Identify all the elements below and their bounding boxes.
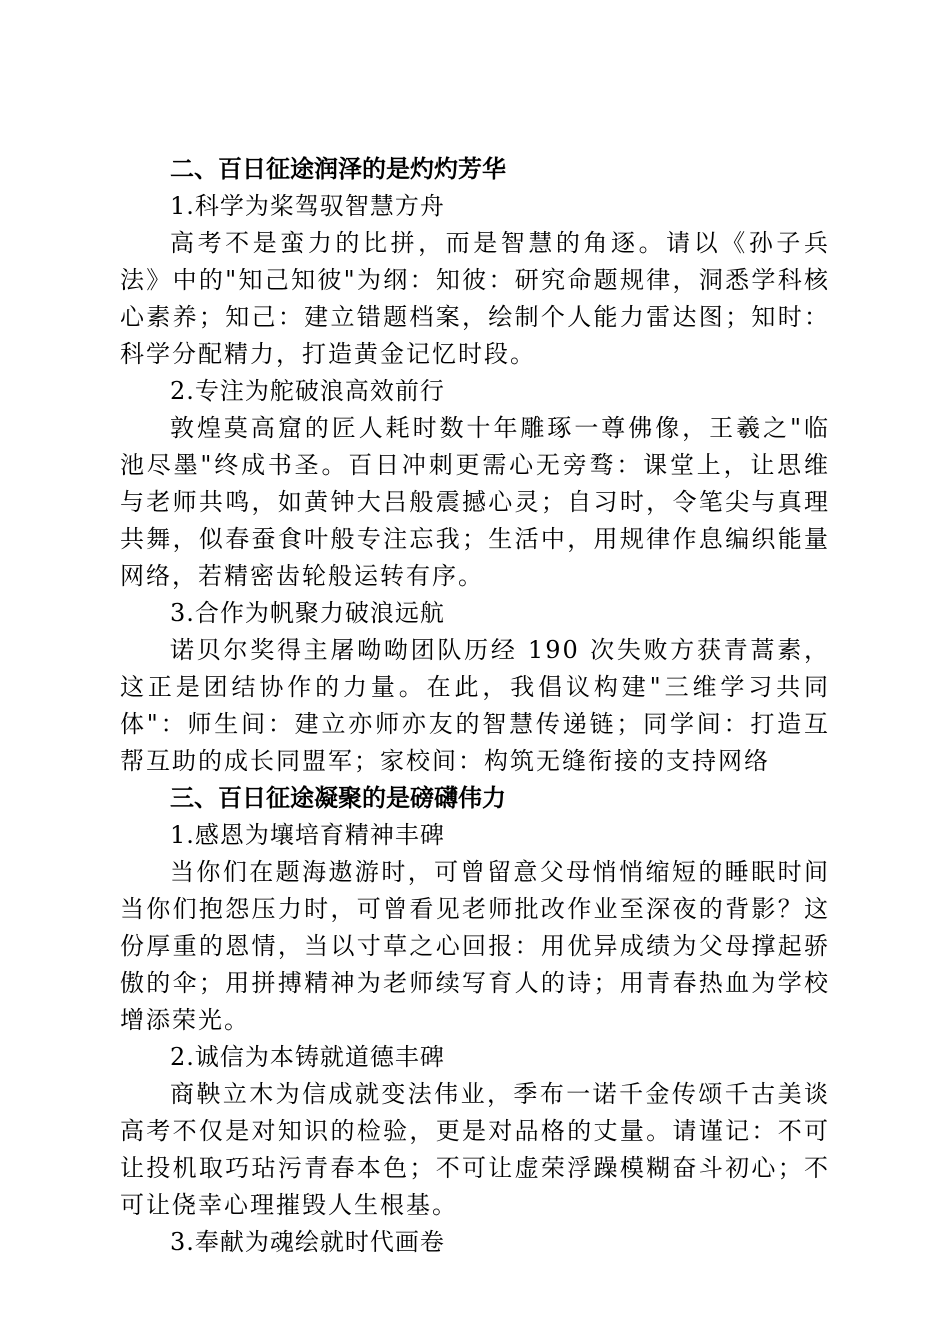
paragraph: 商鞅立木为信成就变法伟业，季布一诺千金传颂千古美谈高考不仅是对知识的检验，更是对品格的丈量。请谨记：不可让投机取巧玷污青春本色；不可让虚荣浮躁模糊奋斗初心；不可让侥幸心理摧毁人生根基。 xyxy=(120,1080,830,1219)
subsection-heading: 2.专注为舵破浪高效前行 xyxy=(170,377,445,405)
subsection-heading: 1.科学为桨驾驭智慧方舟 xyxy=(170,192,445,220)
section-title: 三、百日征途凝聚的是磅礴伟力 xyxy=(170,784,506,812)
subsection-heading: 1.感恩为壤培育精神丰碑 xyxy=(170,821,445,849)
document-body xyxy=(120,151,830,1261)
subsection-heading: 3.奉献为魂绘就时代画卷 xyxy=(170,1228,445,1256)
paragraph: 敦煌莫高窟的匠人耗时数十年雕琢一尊佛像，王羲之"临池尽墨"终成书圣。百日冲刺更需心无旁骛：课堂上，让思维与老师共鸣，如黄钟大吕般震撼心灵；自习时，令笔尖与真理共舞，似春蚕食叶般专注忘我；生活中，用规律作息编织能量网络，若精密齿轮般运转有序。 xyxy=(120,414,830,590)
subsection-heading: 3.合作为帆聚力破浪远航 xyxy=(170,599,445,627)
section-title: 二、百日征途润泽的是灼灼芳华 xyxy=(170,155,506,183)
subsection-heading: 2.诚信为本铸就道德丰碑 xyxy=(170,1043,445,1071)
paragraph: 当你们在题海遨游时，可曾留意父母悄悄缩短的睡眠时间当你们抱怨压力时，可曾看见老师批改作业至深夜的背影？这份厚重的恩情，当以寸草之心回报：用优异成绩为父母撑起骄傲的伞；用拼搏精神为老师续写育人的诗；用青春热血为学校增添荣光。 xyxy=(120,858,830,1034)
paragraph: 诺贝尔奖得主屠呦呦团队历经 190 次失败方获青蒿素，这正是团结协作的力量。在此，我倡议构建"三维学习共同体"：师生间：建立亦师亦友的智慧传递链；同学间：打造互帮互助的成长同盟军；家校间：构筑无缝衔接的支持网络 xyxy=(120,636,830,775)
paragraph: 高考不是蛮力的比拼，而是智慧的角逐。请以《孙子兵法》中的"知己知彼"为纲：知彼：研究命题规律，洞悉学科核心素养；知己：建立错题档案，绘制个人能力雷达图；知时：科学分配精力，打造黄金记忆时段。 xyxy=(120,229,830,368)
